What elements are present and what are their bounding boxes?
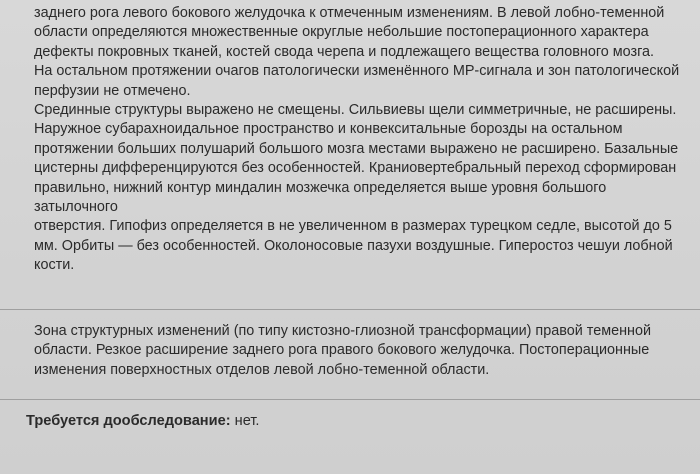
conclusion-line: изменения поверхностных отделов левой лобно-теменной области. — [34, 361, 490, 378]
findings-line: дефекты покровных тканей, костей свода черепа и подлежащего вещества головного мозга. — [34, 43, 655, 60]
conclusion-section — [34, 322, 684, 380]
followup-label: Требуется дообследование: — [26, 413, 231, 429]
followup-row — [26, 412, 259, 431]
findings-line: отверстия. Гипофиз определяется в не увеличенном в размерах турецком седле, высотой до 5 — [34, 218, 672, 235]
conclusion-line: Зона структурных изменений (по типу кистозно-глиозной трансформации) правой теменной — [34, 323, 652, 339]
findings-line: перфузии не отмечено. — [34, 82, 191, 99]
findings-line: кости. — [34, 257, 75, 274]
conclusion-line: области. Резкое расширение заднего рога правого бокового желудочка. Постоперационные — [34, 342, 650, 359]
followup-value: нет. — [234, 413, 260, 429]
findings-line: области определяются множественные округлые небольшие постоперационного характера — [34, 24, 649, 41]
findings-line: Срединные структуры выражено не смещены. Сильвиевы щели симметричные, не расширены. — [34, 102, 677, 119]
section-divider — [0, 309, 700, 310]
findings-line: протяжении больших полушарий большого мозга местами выражено не расширено. Базальные — [34, 140, 679, 157]
section-divider — [0, 399, 700, 400]
findings-line: правильно, нижний контур миндалин мозжечка определяется выше уровня большого затылочного — [34, 179, 607, 216]
findings-line: цистерны дифференцируются без особенностей. Краниовертебральный переход сформирован — [34, 160, 677, 177]
findings-line: заднего рога левого бокового желудочка к отмеченным изменениям. В левой лобно-теменной — [34, 5, 665, 21]
findings-section — [34, 4, 684, 276]
findings-line: Наружное субарахноидальное пространство и конвекситальные борозды на остальном — [34, 121, 623, 138]
findings-line: На остальном протяжении очагов патологически изменённого МР-сигнала и зон патологической — [34, 63, 680, 80]
findings-line: мм. Орбиты — без особенностей. Околоносовые пазухи воздушные. Гиперостоз чешуи лобной — [34, 237, 673, 254]
